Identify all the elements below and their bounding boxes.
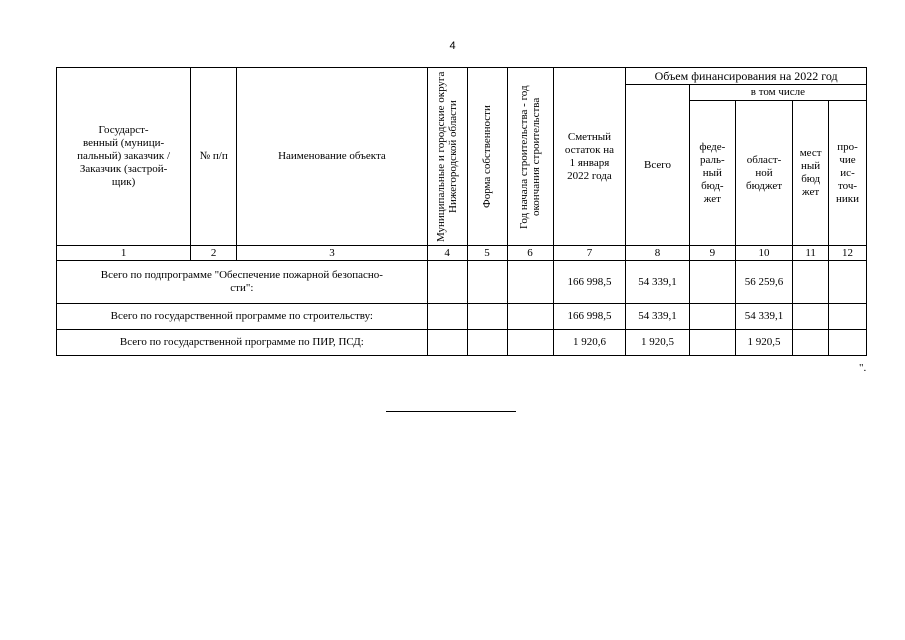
row-federal bbox=[689, 261, 735, 304]
column-number: 4 bbox=[427, 246, 467, 261]
header-other: про- чие ис- точ- ники bbox=[829, 101, 867, 246]
row-federal bbox=[689, 330, 735, 356]
row-other bbox=[829, 304, 867, 330]
header-financing-volume: Объем финансирования на 2022 год bbox=[626, 68, 867, 85]
column-number: 10 bbox=[735, 246, 792, 261]
column-number: 6 bbox=[507, 246, 553, 261]
column-number: 5 bbox=[467, 246, 507, 261]
header-years: Год начала строительства - год окончания строительства bbox=[507, 68, 553, 246]
column-number: 7 bbox=[553, 246, 626, 261]
header-regional: област- ной бюджет bbox=[735, 101, 792, 246]
row-local bbox=[793, 261, 829, 304]
header-object-name: Наименование объекта bbox=[237, 68, 427, 246]
row-regional: 56 259,6 bbox=[735, 261, 792, 304]
header-total: Всего bbox=[626, 85, 689, 246]
header-municipal: Муниципальные и городские округа Нижегородской области bbox=[427, 68, 467, 246]
row-local bbox=[793, 304, 829, 330]
table-row bbox=[57, 261, 867, 304]
row-total: 1 920,5 bbox=[626, 330, 689, 356]
financing-table bbox=[56, 67, 867, 356]
column-number: 1 bbox=[57, 246, 191, 261]
table-row bbox=[57, 330, 867, 356]
column-numbers-row bbox=[57, 246, 867, 261]
row-other bbox=[829, 261, 867, 304]
header-ownership: Форма собственности bbox=[467, 68, 507, 246]
separator-line bbox=[386, 411, 516, 412]
closing-quote: ". bbox=[859, 362, 867, 374]
header-local: мест ный бюд жет bbox=[793, 101, 829, 246]
row-estimated-balance: 166 998,5 bbox=[553, 261, 626, 304]
table-row bbox=[57, 304, 867, 330]
column-number: 3 bbox=[237, 246, 427, 261]
row-federal bbox=[689, 304, 735, 330]
header-customer: Государст- венный (муници- пальный) заказчик / Заказчик (застрой- щик) bbox=[57, 68, 191, 246]
header-number: № п/п bbox=[191, 68, 237, 246]
column-number: 12 bbox=[829, 246, 867, 261]
row-label: Всего по государственной программе по ПИР, ПСД: bbox=[57, 330, 428, 356]
column-number: 2 bbox=[191, 246, 237, 261]
header-including: в том числе bbox=[689, 85, 866, 101]
column-number: 8 bbox=[626, 246, 689, 261]
page-number: 4 bbox=[449, 40, 456, 52]
row-other bbox=[829, 330, 867, 356]
row-estimated-balance: 166 998,5 bbox=[553, 304, 626, 330]
row-total: 54 339,1 bbox=[626, 304, 689, 330]
row-regional: 1 920,5 bbox=[735, 330, 792, 356]
row-total: 54 339,1 bbox=[626, 261, 689, 304]
header-estimated-balance: Сметный остаток на 1 января 2022 года bbox=[553, 68, 626, 246]
row-regional: 54 339,1 bbox=[735, 304, 792, 330]
row-label: Всего по подпрограмме "Обеспечение пожарной безопасно- сти": bbox=[57, 261, 428, 304]
header-federal: феде- раль- ный бюд- жет bbox=[689, 101, 735, 246]
column-number: 11 bbox=[793, 246, 829, 261]
row-local bbox=[793, 330, 829, 356]
row-label: Всего по государственной программе по строительству: bbox=[57, 304, 428, 330]
column-number: 9 bbox=[689, 246, 735, 261]
row-estimated-balance: 1 920,6 bbox=[553, 330, 626, 356]
